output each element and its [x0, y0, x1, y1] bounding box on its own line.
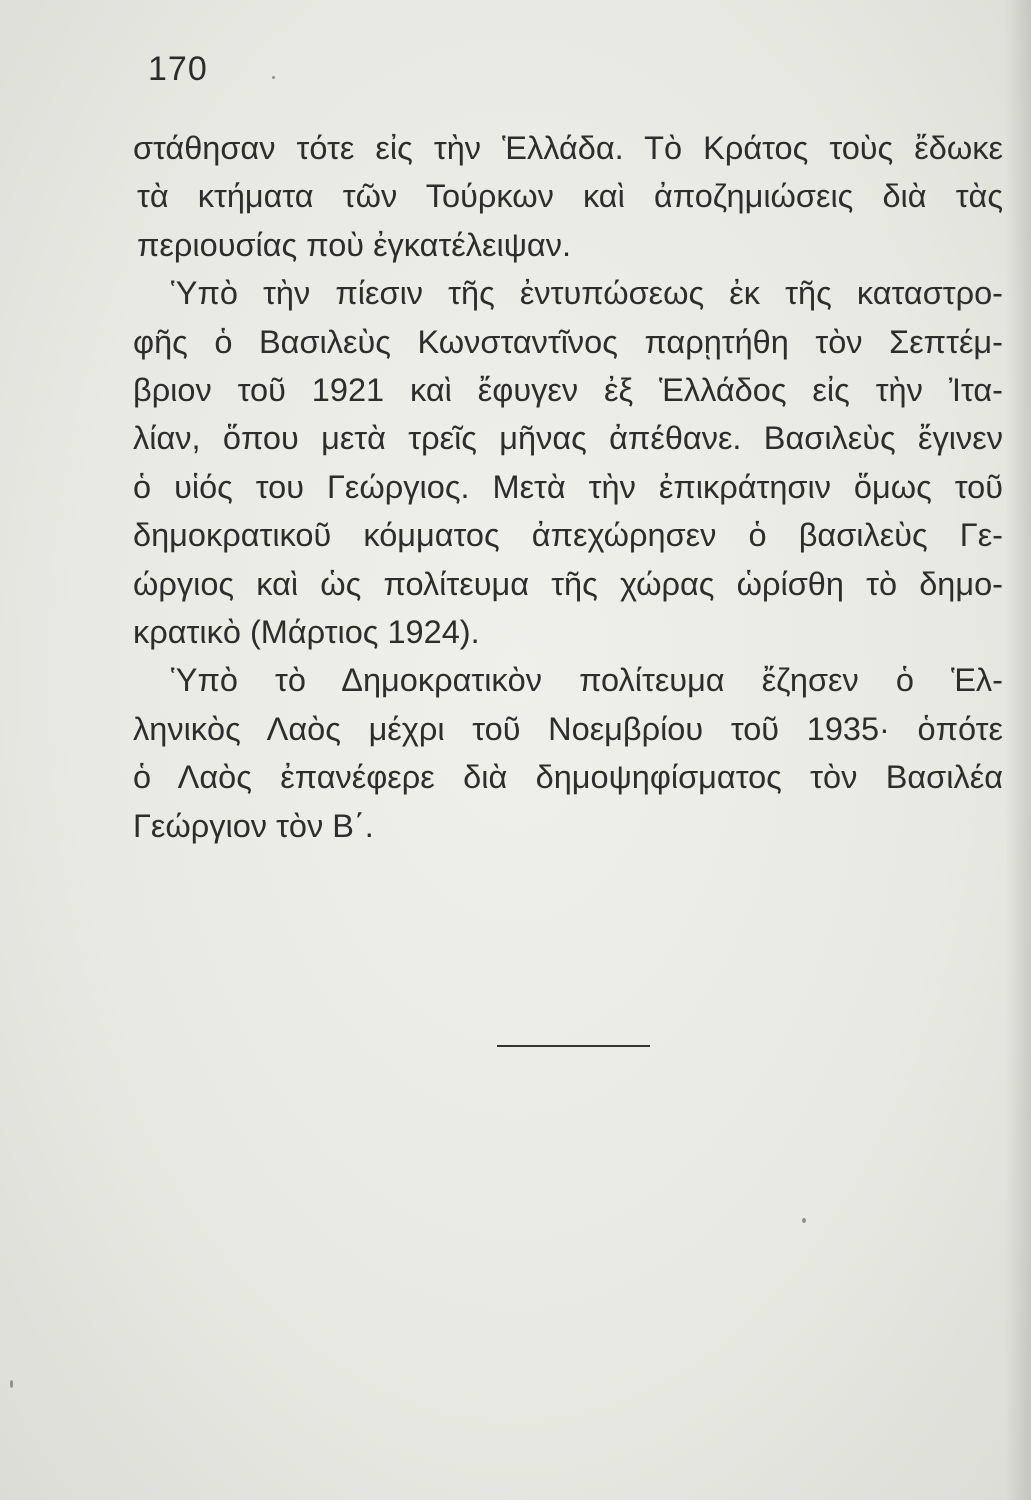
text-line: Γεώργιον τὸν Β΄. [133, 807, 374, 844]
text-line: στάθησαν τότε εἰς τὴν Ἑλλάδα. Τὸ Κράτος τοὺς ἔδωκε [133, 130, 1003, 166]
body-text [133, 124, 1003, 850]
page-edge-shadow [1005, 0, 1031, 1500]
text-line: ὁ Λαὸς ἐπανέφερε διὰ δημοψηφίσματος τὸν Βασιλέα [133, 759, 1003, 796]
text-line: λίαν, ὅπου μετὰ τρεῖς μῆνας ἀπέθανε. Βασιλεὺς ἔγινεν [133, 420, 1003, 457]
text-line: περιουσίας ποὺ ἐγκατέλειψαν. [137, 226, 571, 263]
text-line: ὁ υἱός του Γεώργιος. Μετὰ τὴν ἐπικράτησιν ὅμως τοῦ [133, 468, 1003, 505]
print-speck [802, 1218, 806, 1223]
text-line: κρατικὸ (Μάρτιος 1924). [133, 614, 480, 651]
text-line: τὰ κτήματα τῶν Τούρκων καὶ ἀποζημιώσεις διὰ τὰς [137, 178, 1003, 215]
text-line: Ὑπὸ τὴν πίεσιν τῆς ἐντυπώσεως ἐκ τῆς καταστρο- [171, 275, 1003, 312]
page-number: 170 [148, 50, 208, 88]
text-line: δημοκρατικοῦ κόμματος ἀπεχώρησεν ὁ βασιλεὺς Γε- [133, 517, 1003, 554]
text-line: φῆς ὁ Βασιλεὺς Κωνσταντῖνος παρῃτήθη τὸν Σεπτέμ- [133, 323, 1003, 360]
print-speck [272, 76, 275, 79]
text-line: βριον τοῦ 1921 καὶ ἔφυγεν ἐξ Ἑλλάδος εἰς τὴν Ἰτα- [133, 372, 1003, 409]
section-divider [497, 1045, 650, 1047]
text-line: ληνικὸς Λαὸς μέχρι τοῦ Νοεμβρίου τοῦ 1935· ὁπότε [133, 710, 1003, 747]
text-line: Ὑπὸ τὸ Δημοκρατικὸν πολίτευμα ἔζησεν ὁ Ἑλ- [171, 662, 1003, 699]
text-line: ώργιος καὶ ὡς πολίτευμα τῆς χώρας ὡρίσθη τὸ δημο- [133, 565, 1003, 602]
print-speck [10, 1380, 13, 1388]
